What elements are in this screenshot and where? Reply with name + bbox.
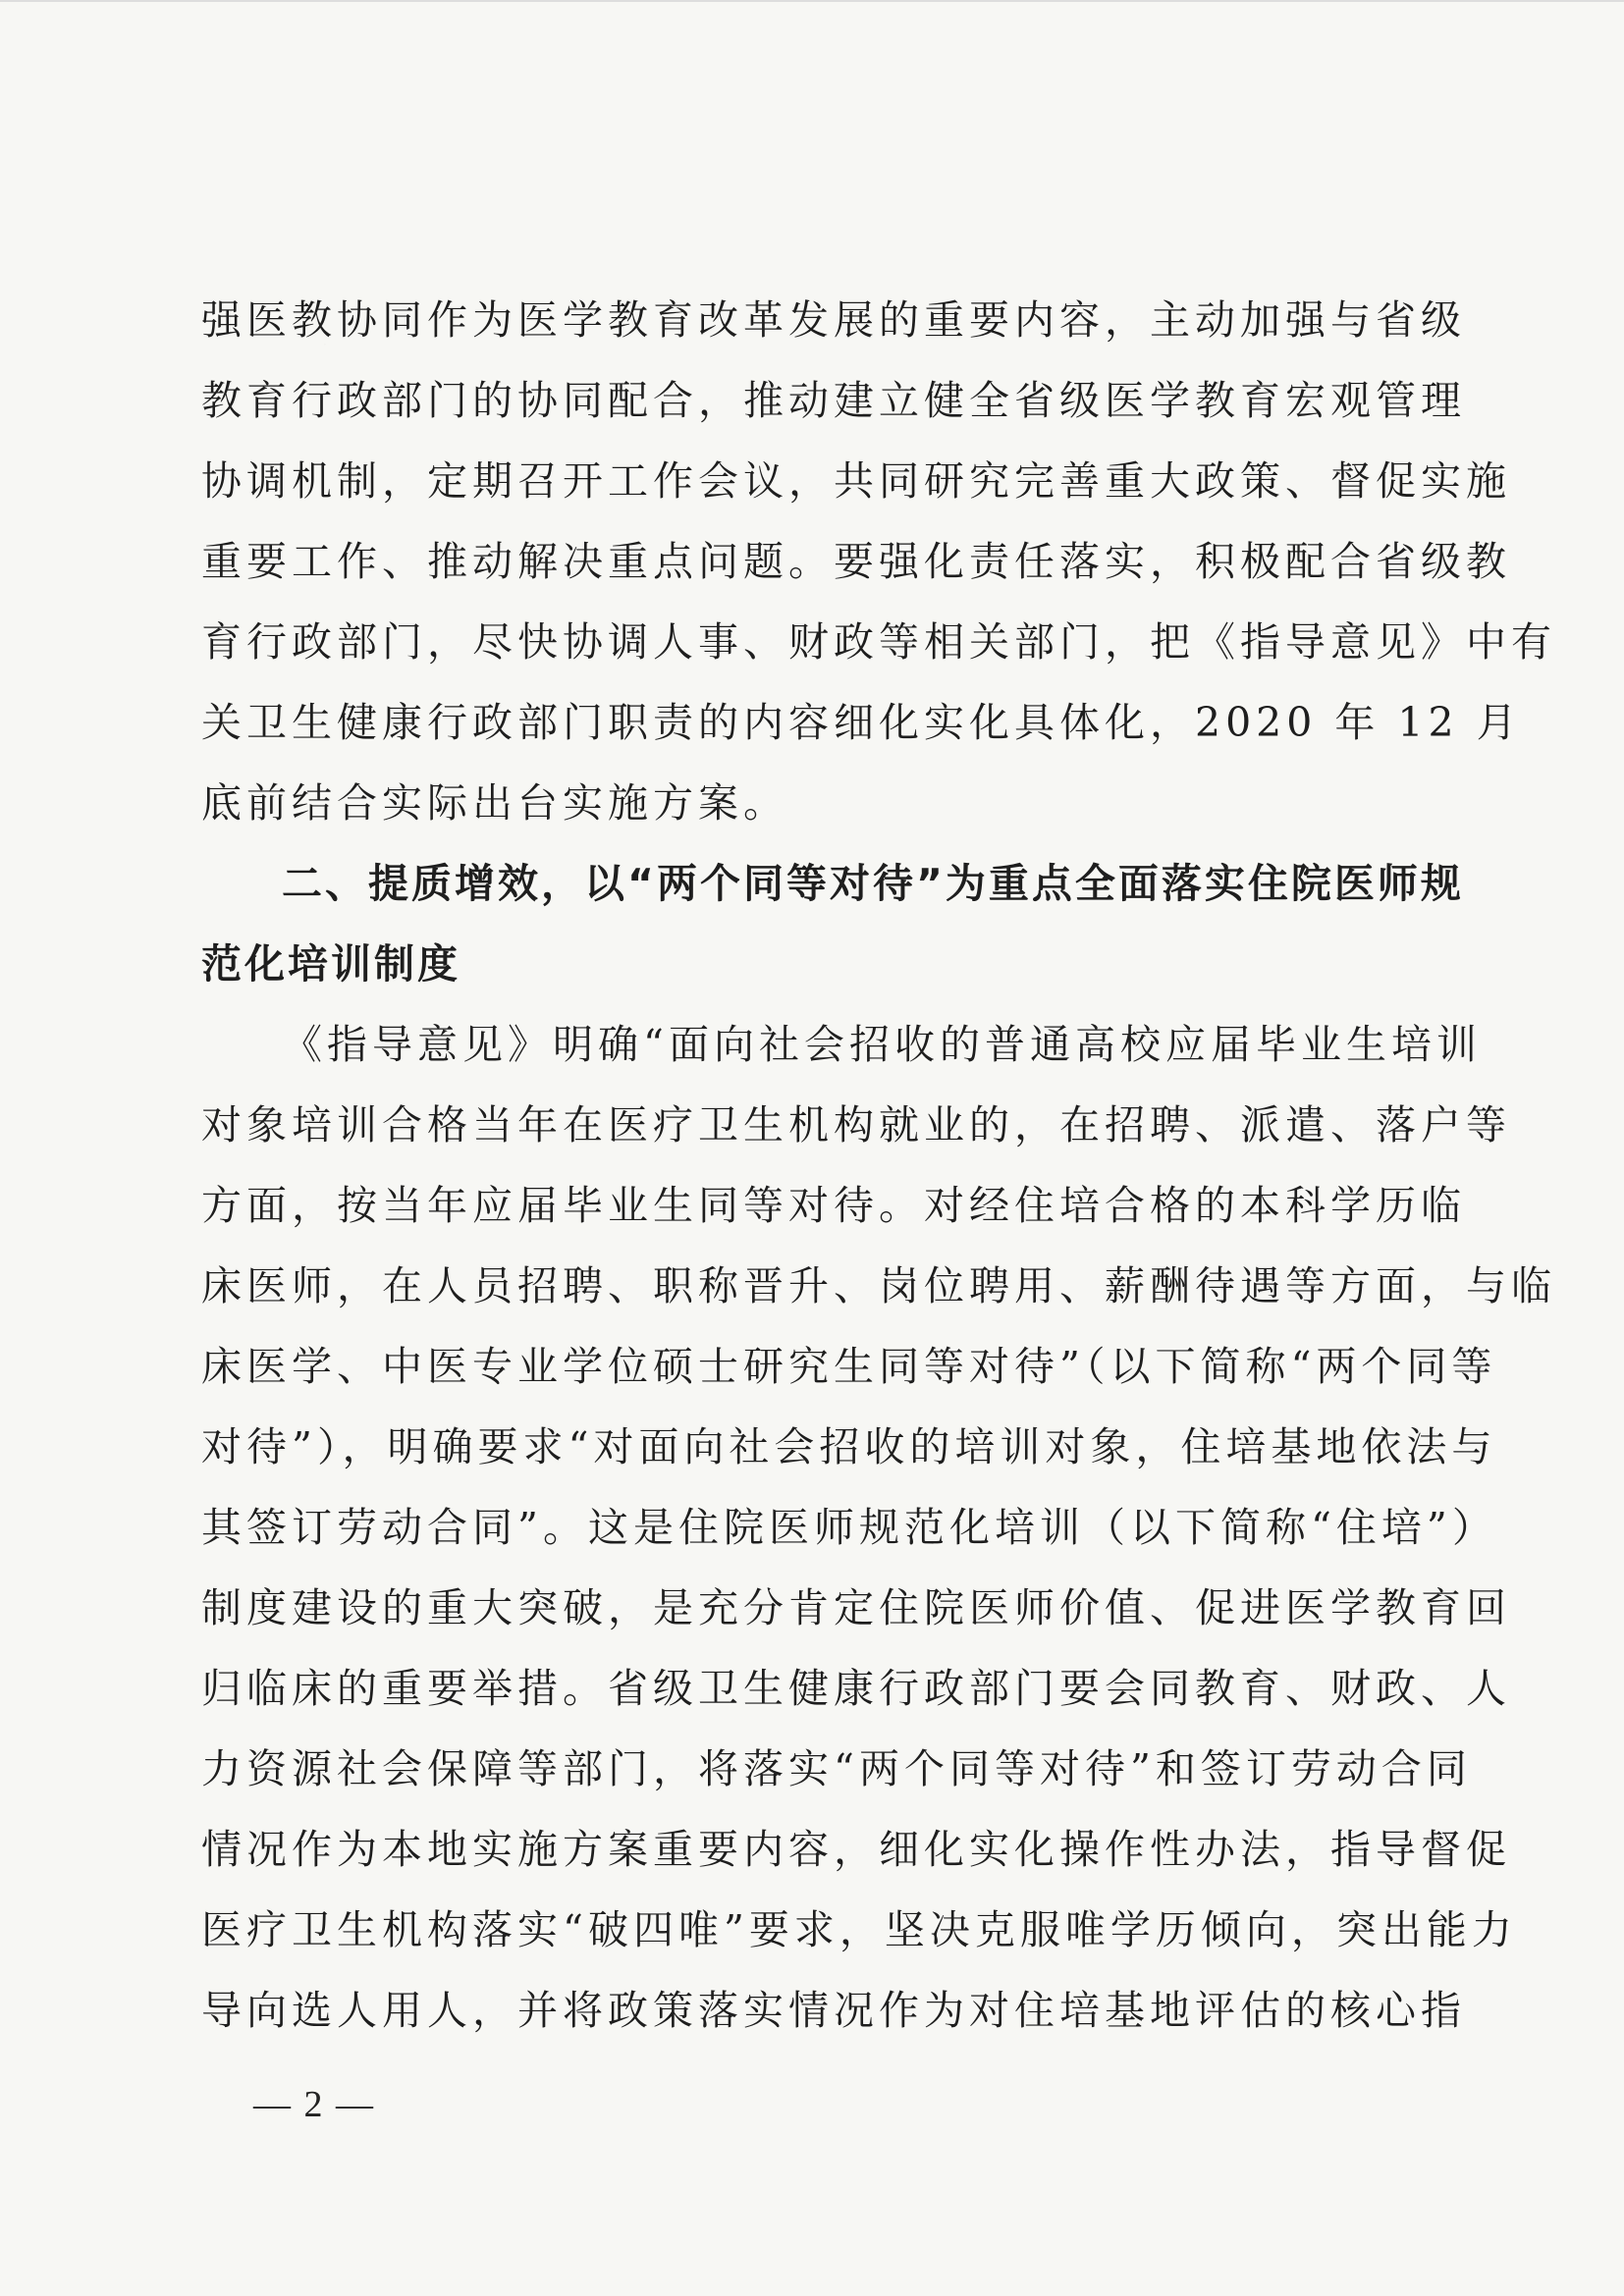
text-line: 床医师，在人员招聘、职称晋升、岗位聘用、薪酬待遇等方面，与临: [201, 1262, 1556, 1309]
text-line: 床医学、中医专业学位硕士研究生同等对待”（以下简称“两个同等: [201, 1343, 1497, 1390]
text-line: 底前结合实际出台实施方案。: [201, 779, 788, 827]
text-line: 制度建设的重大突破，是充分肯定住院医师价值、促进医学教育回: [201, 1584, 1511, 1631]
text-line: 方面，按当年应届毕业生同等对待。对经住培合格的本科学历临: [201, 1182, 1466, 1229]
page-number: — 2 —: [253, 2084, 375, 2125]
heading-line: 二、提质增效，以“两个同等对待”为重点全面落实住院医师规: [282, 860, 1464, 907]
text-line: 重要工作、推动解决重点问题。要强化责任落实，积极配合省级教: [201, 538, 1511, 585]
text-line: 其签订劳动合同”。这是住院医师规范化培训（以下简称“住培”）: [201, 1504, 1497, 1551]
text-line: 情况作为本地实施方案重要内容，细化实化操作性办法，指导督促: [201, 1826, 1511, 1873]
text-line: 归临床的重要举措。省级卫生健康行政部门要会同教育、财政、人: [201, 1665, 1511, 1712]
text-line: 关卫生健康行政部门职责的内容细化实化具体化，2020 年 12 月: [201, 699, 1522, 746]
text-line: 力资源社会保障等部门，将落实“两个同等对待”和签订劳动合同: [201, 1745, 1472, 1792]
text-line: 导向选人用人，并将政策落实情况作为对住培基地评估的核心指: [201, 1987, 1466, 2034]
text-line: 教育行政部门的协同配合，推动建立健全省级医学教育宏观管理: [201, 377, 1466, 424]
continuation-paragraph: [201, 280, 1556, 843]
text-line: 《指导意见》明确“面向社会招收的普通高校应届毕业生培训: [282, 1021, 1482, 1068]
heading-line: 范化培训制度: [201, 940, 460, 988]
top-scan-edge: [0, 0, 1624, 2]
body-paragraph: [201, 1004, 1556, 2051]
text-line: 育行政部门，尽快协调人事、财政等相关部门，把《指导意见》中有: [201, 618, 1556, 666]
section-heading: [201, 843, 1464, 1004]
text-line: 对待”），明确要求“对面向社会招收的培训对象，住培基地依法与: [201, 1423, 1497, 1470]
text-line: 对象培训合格当年在医疗卫生机构就业的，在招聘、派遣、落户等: [201, 1101, 1511, 1148]
text-line: 医疗卫生机构落实“破四唯”要求，坚决克服唯学历倾向，突出能力: [201, 1906, 1517, 1953]
text-line: 协调机制，定期召开工作会议，共同研究完善重大政策、督促实施: [201, 457, 1511, 505]
text-line: 强医教协同作为医学教育改革发展的重要内容，主动加强与省级: [201, 296, 1466, 344]
